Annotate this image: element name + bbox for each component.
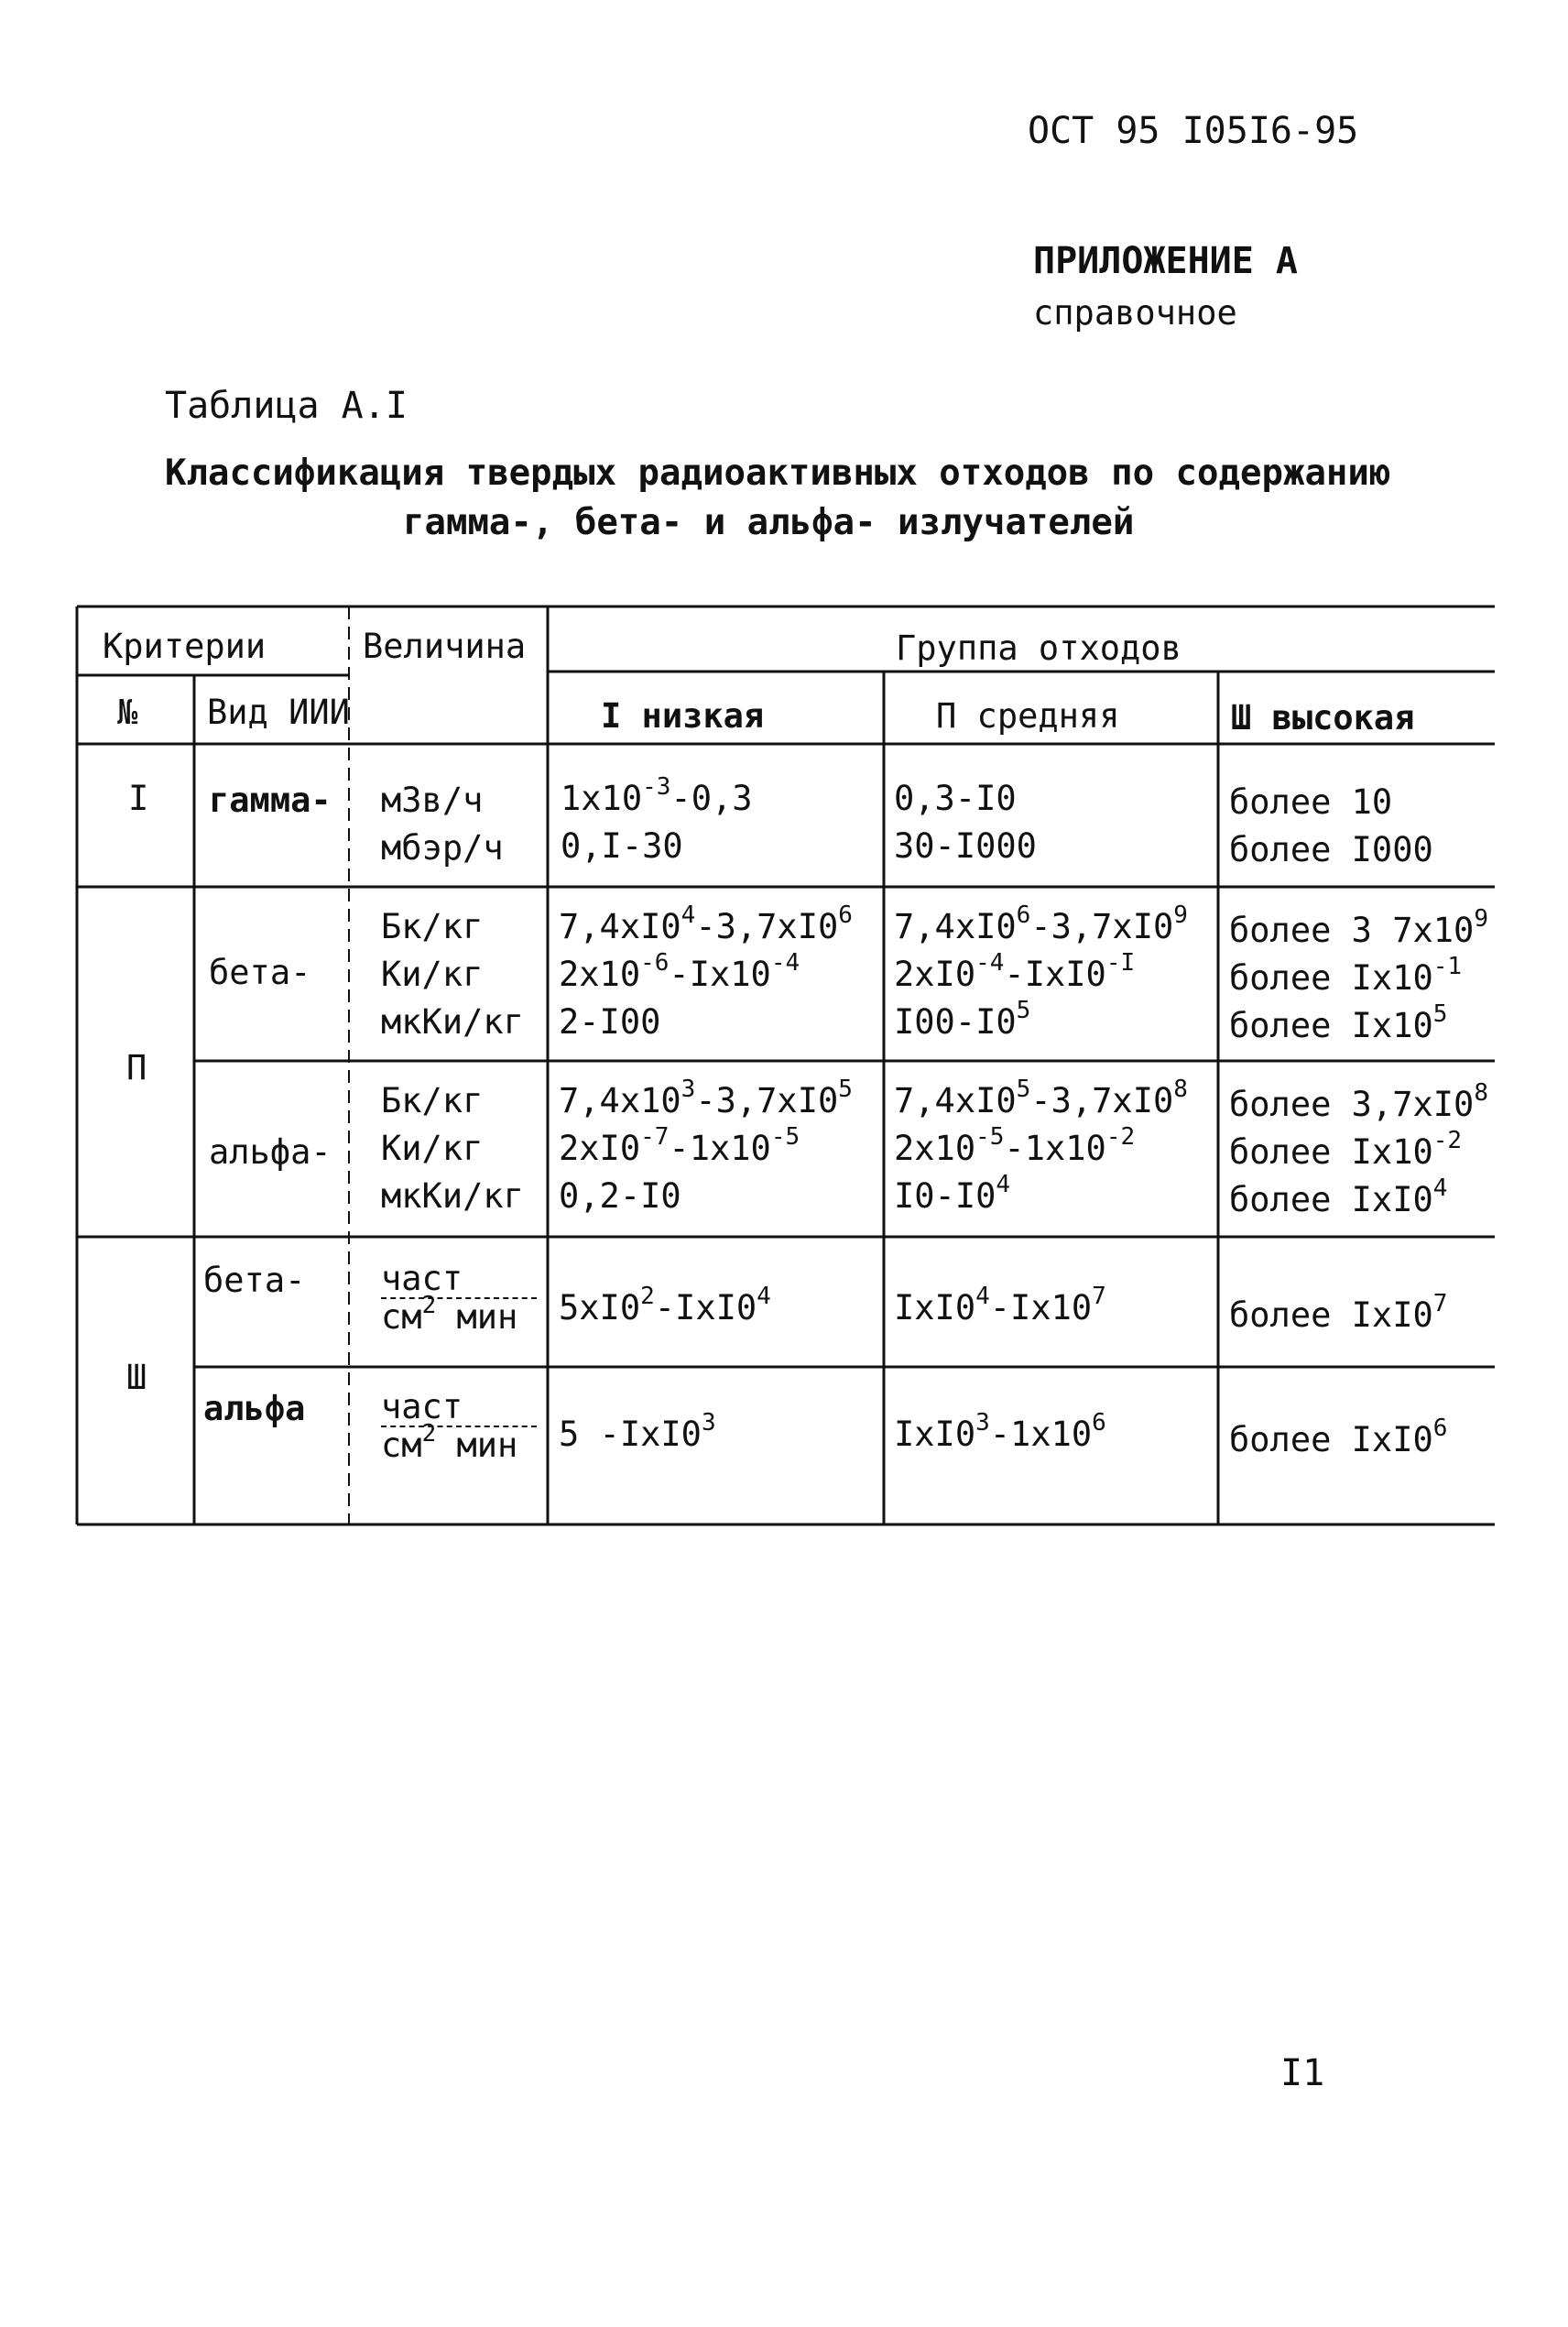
value-line: 0,I-30 [561, 826, 683, 866]
units-gamma [381, 777, 504, 872]
units-alpha [381, 1077, 524, 1220]
units-beta-surface [381, 1261, 537, 1341]
unit-denominator: $см^2$ мин [381, 1419, 518, 1465]
value-alpha-high [1229, 1078, 1488, 1224]
value-line: $IxI0^4-Ix10^7$ [894, 1282, 1106, 1327]
value-alpha-surface-medium [894, 1408, 1106, 1458]
value-line: более I000 [1229, 830, 1433, 869]
value-alpha-surface-high [1229, 1416, 1447, 1464]
group-number-1: I [128, 779, 149, 818]
value-line: 5 $-IxI0^3$ [559, 1408, 716, 1454]
value-beta-high [1229, 904, 1488, 1050]
value-beta-low [559, 903, 853, 1046]
unit-numerator: част [381, 1389, 537, 1427]
page-number: I1 [1280, 2052, 1325, 2094]
value-line: $I00-I0^5$ [894, 996, 1031, 1042]
value-line: $7,4xI0^5-3,7xI0^8$ [894, 1075, 1188, 1120]
units-beta [381, 903, 524, 1046]
header-magnitude: Величина [363, 627, 527, 666]
value-line: более $3,7xI0^8$ [1229, 1078, 1488, 1124]
unit-line: мкКи/кг [381, 1002, 524, 1042]
value-line: более $Ix10^{-2}$ [1229, 1126, 1463, 1172]
unit-line: Бк/кг [381, 1081, 484, 1120]
kind-beta: бета- [209, 953, 311, 992]
unit-fraction [381, 1261, 537, 1336]
value-line: более $Ix10^{-1}$ [1229, 952, 1463, 998]
unit-line: мбэр/ч [381, 828, 504, 868]
value-line: $2xI0^{-7}-1x10^{-5}$ [559, 1122, 800, 1168]
unit-line: Ки/кг [381, 955, 484, 994]
value-beta-surface-medium [894, 1284, 1106, 1332]
kind-gamma: гамма- [209, 781, 332, 820]
table-caption-line-2: гамма-, бета- и альфа- излучателей [403, 502, 1135, 543]
appendix-type: справочное [1033, 293, 1237, 333]
group-number-3: Ш [126, 1358, 147, 1397]
value-line: 2-I00 [559, 1002, 661, 1042]
value-beta-surface-high [1229, 1289, 1448, 1339]
unit-line: мЗв/ч [381, 781, 484, 820]
value-line: 0,2-I0 [559, 1176, 681, 1216]
value-line: $2x10^{-6}-Ix10^{-4}$ [559, 948, 800, 994]
kind-alpha-surface: альфа [203, 1389, 306, 1428]
value-line: более $IxI0^6$ [1229, 1414, 1448, 1459]
kind-beta-surface: бета- [203, 1261, 306, 1300]
value-line: более $Ix10^5$ [1229, 1000, 1448, 1045]
value-line: $IxI0^3-1x10^6$ [894, 1408, 1106, 1454]
value-beta-medium [894, 903, 1188, 1046]
value-line: более $IxI0^7$ [1229, 1289, 1448, 1335]
unit-fraction [381, 1389, 537, 1464]
header-group-low: I низкая [601, 696, 765, 736]
table-caption-line-1: Классификация твердых радиоактивных отходов по содержанию [165, 453, 1391, 494]
table-label: Таблица А.I [165, 385, 408, 427]
value-alpha-medium [894, 1077, 1188, 1220]
value-line: $5xI0^2-IxI0^4$ [559, 1282, 771, 1327]
header-waste-group: Группа отходов [896, 628, 1181, 668]
unit-numerator: част [381, 1261, 537, 1299]
header-radiation-kind: Вид ИИИ [207, 693, 350, 732]
value-line: 0,3-I0 [894, 779, 1017, 818]
value-line: более $IxI0^4$ [1229, 1174, 1448, 1219]
header-group-medium: П средняя [936, 696, 1120, 736]
header-criteria: Критерии [103, 627, 267, 666]
value-line: $7,4xI0^4-3,7xI0^6$ [559, 901, 853, 946]
value-line: $I0-I0^4$ [894, 1170, 1011, 1216]
group-number-2: П [126, 1048, 147, 1087]
value-line: $7,4x10^3-3,7xI0^5$ [559, 1075, 853, 1120]
appendix-title: ПРИЛОЖЕНИЕ А [1033, 240, 1298, 282]
unit-line: мкКи/кг [381, 1176, 524, 1216]
value-line: $1x10^{-3}-0,3$ [561, 772, 753, 818]
unit-line: Бк/кг [381, 907, 484, 946]
value-beta-surface-low [559, 1284, 771, 1332]
value-line: 30-I000 [894, 826, 1037, 866]
value-gamma-medium [894, 775, 1037, 870]
value-line: более 3 $7x10^9$ [1229, 904, 1488, 950]
value-line: $2xI0^{-4}-IxI0^{-I}$ [894, 948, 1136, 994]
document-number: ОСТ 95 I05I6-95 [1028, 110, 1359, 152]
unit-denominator: $см^2$ мин [381, 1291, 518, 1337]
value-gamma-low [561, 772, 753, 870]
kind-alpha: альфа- [209, 1132, 332, 1172]
value-line: $2x10^{-5}-1x10^{-2}$ [894, 1122, 1136, 1168]
value-alpha-low [559, 1077, 853, 1220]
value-alpha-surface-low [559, 1408, 716, 1458]
value-gamma-high [1229, 779, 1433, 874]
units-alpha-surface [381, 1389, 537, 1469]
header-group-high: Ш высокая [1231, 698, 1415, 737]
unit-line: Ки/кг [381, 1129, 484, 1168]
header-number: № [117, 693, 138, 732]
value-line: $7,4xI0^6-3,7xI0^9$ [894, 901, 1188, 946]
value-line: более 10 [1229, 782, 1393, 822]
